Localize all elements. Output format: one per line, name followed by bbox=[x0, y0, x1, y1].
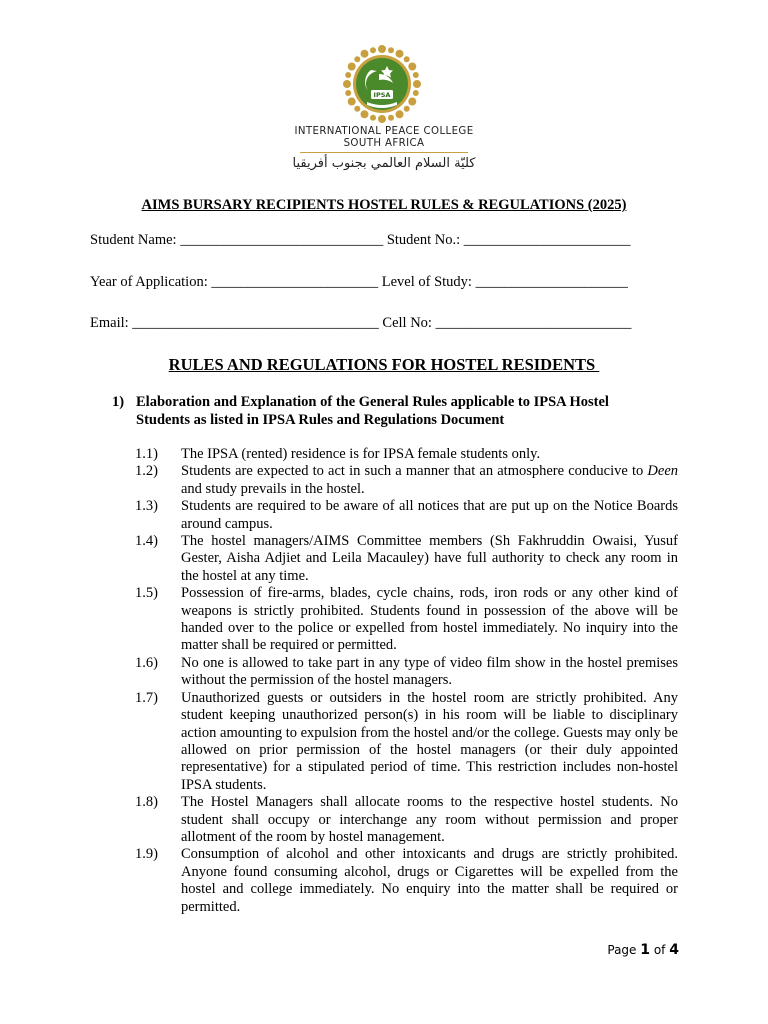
page-number-footer bbox=[560, 940, 679, 960]
rule-number: 1.2) bbox=[135, 463, 158, 480]
rule-item bbox=[135, 533, 678, 585]
college-arabic-name: كليّة السلام العالمي بجنوب أفريقيا bbox=[292, 156, 476, 171]
email-line: Email: __________________________________ Cell No: ___________________________ bbox=[90, 315, 632, 331]
rule-number: 1.5) bbox=[135, 585, 158, 602]
document-title: AIMS BURSARY RECIPIENTS HOSTEL RULES & REGULATIONS (2025) bbox=[141, 197, 627, 213]
rule-number: 1.7) bbox=[135, 689, 158, 706]
student-name-line: Student Name: ____________________________ Student No.: _______________________ bbox=[90, 232, 631, 248]
rule-item bbox=[135, 846, 678, 916]
rule-text-before: Students are expected to act in such a manner that an atmosphere conducive to bbox=[181, 463, 648, 480]
rule-text: Consumption of alcohol and other intoxicants and drugs are strictly prohibited. Anyone found consuming alcohol, drugs or Cigarettes will be expelled from the hostel and college immediately. No enquiry into the matter shall be required or permitted. bbox=[181, 846, 678, 915]
rule-text bbox=[181, 463, 678, 498]
subsection-title: Elaboration and Explanation of the General Rules applicable to IPSA Hostel Students as listed in IPSA Rules and Regulations Document bbox=[136, 394, 609, 428]
page-word: Page bbox=[607, 943, 637, 957]
college-emblem-icon bbox=[341, 44, 423, 126]
rule-item bbox=[135, 463, 678, 498]
rule-number: 1.1) bbox=[135, 446, 158, 462]
logo-badge-text: IPSA bbox=[373, 91, 391, 100]
year-of-application-line: Year of Application: _______________________ Level of Study: _____________________ bbox=[90, 274, 628, 290]
college-name-line1: INTERNATIONAL PEACE COLLEGE bbox=[294, 126, 474, 137]
rule-number: 1.6) bbox=[135, 654, 158, 671]
rule-number: 1.8) bbox=[135, 794, 158, 811]
rule-item bbox=[135, 794, 678, 846]
rule-number: 1.9) bbox=[135, 846, 158, 863]
current-page-number: 1 bbox=[640, 942, 651, 958]
rule-text: Unauthorized guests or outsiders in the hostel room are strictly prohibited. Any student keeping unauthorized person(s) in his room will be liable to disciplinary action amounting to expulsion from the hostel and/or the college. Guests may only be allowed on prior permission of the hostel managers (or their duly appointed representative) for a stipulated period of time. This restriction includes non-hostel IPSA students. bbox=[181, 689, 678, 793]
rule-text: The IPSA (rented) residence is for IPSA female students only. bbox=[181, 446, 541, 462]
rule-text: No one is allowed to take part in any type of video film show in the hostel premises without the permission of the hostel managers. bbox=[181, 654, 678, 689]
rule-text: The Hostel Managers shall allocate rooms to the respective hostel students. No student shall occupy or interchange any room without permission and proper allotment of the room by hostel management. bbox=[181, 794, 678, 845]
rule-text: Possession of fire-arms, blades, cycle chains, rods, iron rods or any other kind of weapons is strictly prohibited. Students found in possession of the above will be handed over to the police or expelled from hostel immediately. No inquiry into the matter shall be required or permitted. bbox=[181, 585, 678, 654]
college-logo bbox=[286, 44, 482, 179]
subsection-number: 1) bbox=[112, 394, 125, 410]
logo-divider bbox=[300, 152, 468, 153]
rule-item bbox=[135, 690, 678, 794]
rule-item bbox=[135, 446, 678, 463]
rule-item bbox=[135, 585, 678, 655]
rule-text: The hostel managers/AIMS Committee members (Sh Fakhruddin Owaisi, Yusuf Gester, Aisha Adjiet and Leila Macauley) have full authority to check any room in the hostel at any time. bbox=[181, 533, 678, 584]
section-heading: RULES AND REGULATIONS FOR HOSTEL RESIDENTS bbox=[168, 355, 600, 374]
rule-item bbox=[135, 498, 678, 533]
rule-text-after: and study prevails in the hostel. bbox=[181, 480, 365, 497]
total-pages-number: 4 bbox=[669, 942, 679, 958]
of-word: of bbox=[653, 943, 666, 957]
rule-emphasis: Deen bbox=[647, 463, 678, 480]
rule-text: Students are required to be aware of all notices that are put up on the Notice Boards around campus. bbox=[181, 498, 678, 532]
college-name-line2: SOUTH AFRICA bbox=[343, 138, 425, 149]
rule-number: 1.3) bbox=[135, 498, 158, 515]
rule-number: 1.4) bbox=[135, 533, 158, 550]
rules-list bbox=[135, 446, 678, 916]
rule-item bbox=[135, 655, 678, 690]
